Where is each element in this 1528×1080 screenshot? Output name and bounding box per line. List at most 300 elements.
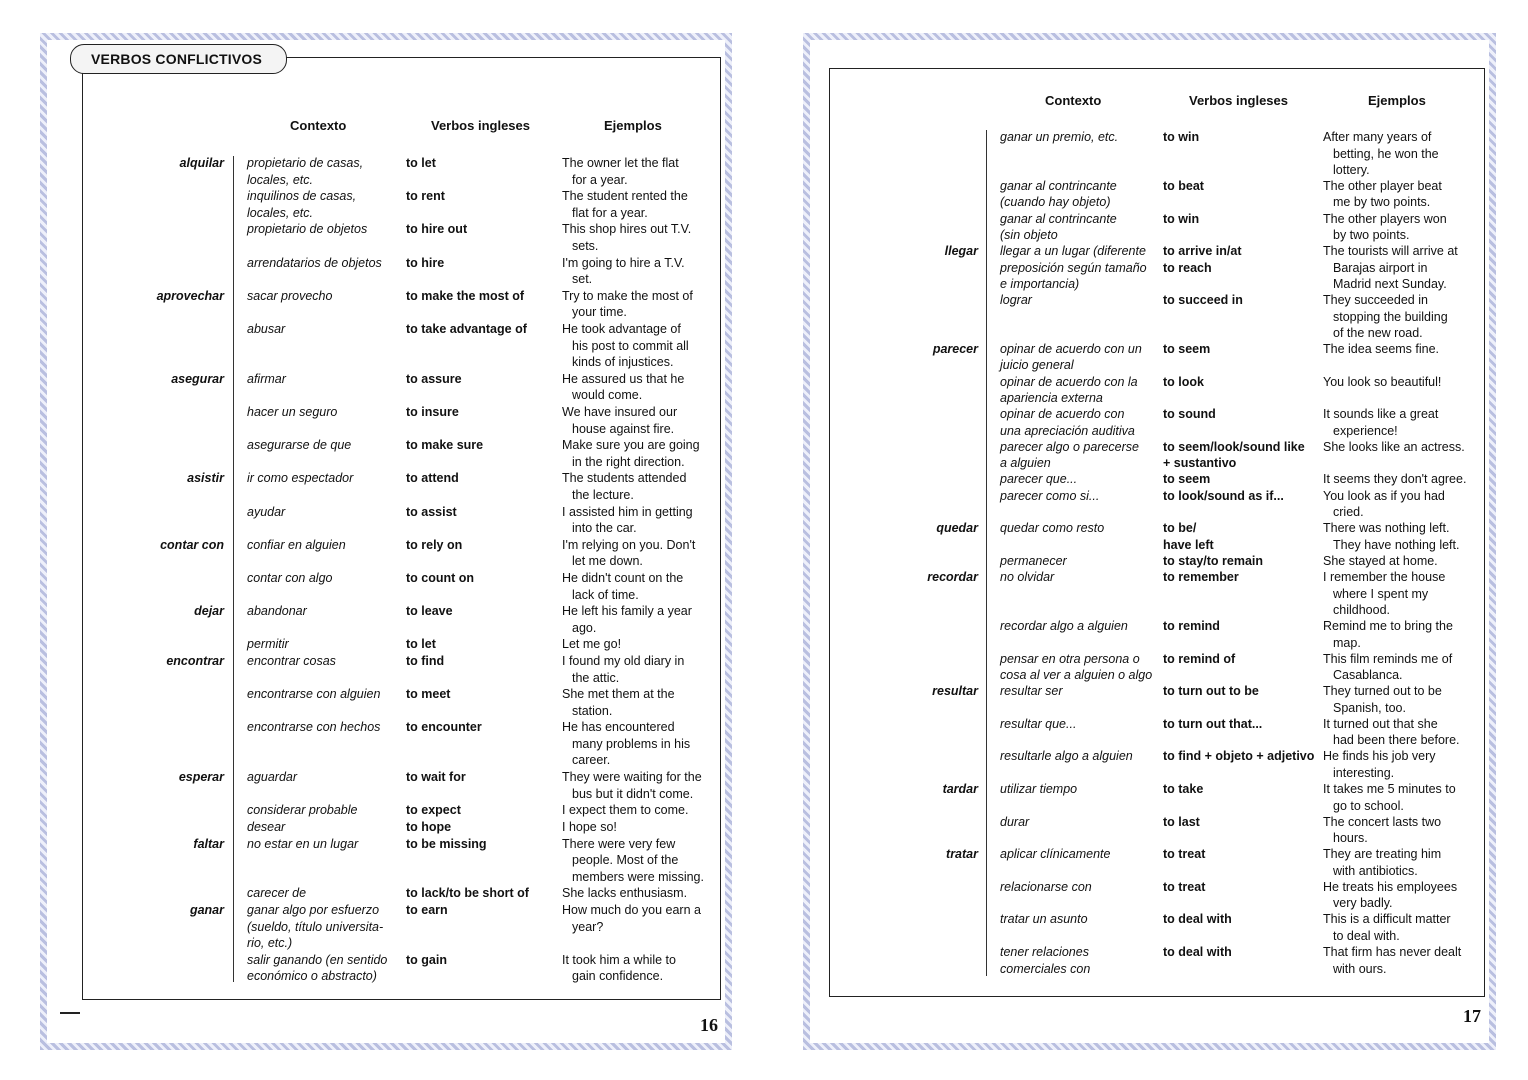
example-cell-line: He has encountered — [562, 720, 675, 735]
example-cell-line: Try to make the most of — [562, 288, 693, 303]
example-cell — [1323, 243, 1483, 293]
context-cell-line: e importancia) — [1000, 277, 1080, 292]
context-cell-line: ganar al contrincante — [1000, 178, 1117, 193]
example-cell-line: Madrid next Sunday. — [1333, 277, 1447, 292]
example-cell — [1323, 748, 1483, 781]
english-verb-cell-line: to hope — [406, 820, 452, 834]
header-verbos-left: Verbos ingleses — [431, 118, 530, 133]
verb-label: resultar — [932, 684, 978, 699]
example-cell-line: This is a difficult matter — [1323, 912, 1451, 927]
english-verb-cell-line: to deal with — [1163, 945, 1232, 959]
example-cell-line: They have nothing left. — [1333, 537, 1460, 552]
context-cell-line: a alguien — [1000, 456, 1051, 471]
example-cell — [1323, 129, 1483, 179]
english-verb-cell-line: to find — [406, 654, 445, 668]
example-cell-line: with antibiotics. — [1333, 863, 1418, 878]
header-ejemplos-right: Ejemplos — [1368, 93, 1426, 108]
context-cell — [1000, 471, 1160, 488]
example-cell-line: The concert lasts two — [1323, 814, 1442, 829]
english-verb-cell-line: to leave — [406, 604, 453, 619]
english-verb-cell — [1163, 618, 1321, 635]
english-verb-cell — [1163, 846, 1321, 863]
example-cell-line: in the right direction. — [572, 454, 685, 469]
english-verb-cell-line: to treat — [1163, 879, 1206, 894]
english-verb-cell-line: to win — [1163, 130, 1200, 144]
english-verb-cell — [1163, 781, 1321, 798]
context-cell-line: comerciales con — [1000, 961, 1091, 976]
english-verb-cell — [1163, 748, 1321, 765]
english-verb-cell-line: to assure — [406, 371, 462, 386]
english-verb-cell-line: to meet — [406, 687, 451, 702]
example-cell-line: year? — [572, 919, 604, 934]
context-cell — [1000, 716, 1160, 733]
example-cell-line: go to school. — [1333, 798, 1404, 813]
context-cell-line: parecer que... — [1000, 472, 1078, 487]
example-cell — [1323, 341, 1483, 358]
english-verb-cell-line: to seem/look/sound like — [1163, 439, 1305, 454]
context-cell-line: locales, etc. — [247, 172, 314, 187]
context-cell-line: no estar en un lugar — [247, 836, 359, 851]
example-cell-line: We have insured our — [562, 405, 678, 419]
english-verb-cell — [1163, 374, 1321, 391]
example-cell-line: people. Most of the — [572, 853, 679, 868]
example-cell-line: interesting. — [1333, 765, 1395, 780]
english-verb-cell — [1163, 471, 1321, 488]
context-cell-line: locales, etc. — [247, 205, 314, 220]
context-cell-line: opinar de acuerdo con — [1000, 407, 1125, 422]
example-cell — [1323, 471, 1483, 488]
english-verb-cell-line: to find + objeto + adjetivo — [1163, 749, 1315, 764]
english-verb-cell — [1163, 716, 1321, 733]
verb-label: quedar — [936, 521, 978, 536]
context-cell-line: opinar de acuerdo con la — [1000, 374, 1138, 389]
example-cell-line: map. — [1333, 635, 1361, 650]
english-verb-cell-line: to insure — [406, 405, 459, 419]
verb-label: parecer — [932, 341, 978, 356]
context-cell-line: propietario de casas, — [247, 156, 364, 170]
example-cell — [1323, 846, 1483, 879]
example-cell-line: stopping the building — [1333, 309, 1448, 324]
context-cell — [1000, 879, 1160, 896]
example-cell-line: He left his family a year — [562, 604, 692, 619]
example-cell-line: You look as if you had — [1323, 488, 1445, 503]
english-verb-cell — [1163, 651, 1321, 668]
example-cell-line: his post to commit all — [572, 338, 689, 353]
context-cell-line: permanecer — [1000, 553, 1067, 568]
english-verb-cell — [1163, 211, 1321, 228]
english-verb-cell-line: to remind of — [1163, 651, 1236, 666]
context-cell-line: ganar al contrincante — [1000, 211, 1117, 226]
context-cell — [1000, 243, 1160, 293]
example-cell-line: Remind me to bring the — [1323, 619, 1453, 633]
example-cell-line: betting, he won the — [1333, 146, 1439, 161]
english-verb-cell — [1163, 553, 1321, 570]
example-cell-line: many problems in his — [572, 736, 691, 751]
example-cell — [1323, 911, 1483, 944]
example-cell-line: The tourists will arrive at — [1323, 244, 1458, 259]
example-cell-line: Let me go! — [562, 637, 622, 652]
context-cell-line: relacionarse con — [1000, 879, 1092, 894]
example-cell-line: Spanish, too. — [1333, 700, 1406, 715]
english-verb-cell — [1163, 129, 1321, 146]
verb-label: recordar — [927, 570, 978, 585]
example-cell-line: with ours. — [1333, 961, 1387, 976]
example-cell — [1323, 178, 1483, 211]
example-cell-line: He assured us that he — [562, 371, 685, 386]
context-cell-line: (cuando hay objeto) — [1000, 195, 1111, 210]
verb-label: dejar — [194, 604, 224, 619]
english-verb-cell-line: to reach — [1163, 260, 1212, 275]
context-cell-line: ir como espectador — [247, 471, 354, 486]
context-cell-line: propietario de objetos — [247, 222, 368, 237]
context-cell-line: resultar ser — [1000, 684, 1063, 699]
english-verb-cell-line: to seem — [1163, 472, 1211, 487]
verb-label: ganar — [189, 903, 224, 917]
english-verb-cell-line: to be/ — [1163, 521, 1197, 536]
example-cell-line: He treats his employees — [1323, 879, 1458, 894]
example-cell-line: He finds his job very — [1323, 749, 1436, 764]
example-cell — [1323, 716, 1483, 749]
example-cell-line: the attic. — [572, 670, 620, 685]
section-title: VERBOS CONFLICTIVOS — [70, 44, 287, 74]
english-verb-cell-line: to beat — [1163, 178, 1204, 193]
context-cell — [1000, 683, 1160, 700]
context-cell-line: llegar a un lugar (diferente — [1000, 244, 1146, 259]
context-cell-line: opinar de acuerdo con un — [1000, 341, 1142, 356]
example-cell-line: kinds of injustices. — [572, 355, 674, 369]
example-cell-line: for a year. — [572, 172, 628, 187]
verb-label: asegurar — [171, 371, 224, 386]
verb-label: asistir — [187, 471, 224, 486]
context-cell — [1000, 292, 1160, 309]
english-verb-cell — [1163, 814, 1321, 831]
context-cell-line: asegurarse de que — [247, 438, 352, 453]
english-verb-cell-line: to assist — [406, 504, 457, 519]
context-cell-line: permitir — [247, 637, 289, 652]
context-cell — [1000, 748, 1160, 765]
example-cell — [1323, 439, 1483, 456]
example-cell-line: This shop hires out T.V. — [562, 222, 692, 237]
context-cell-line: cosa al ver a alguien o algo — [1000, 668, 1153, 683]
example-cell-line: They turned out to be — [1323, 684, 1442, 699]
example-cell-line: by two points. — [1333, 228, 1410, 242]
example-cell-line: your time. — [572, 305, 627, 320]
english-verb-cell — [1163, 944, 1321, 961]
context-cell-line: afirmar — [247, 371, 286, 386]
context-cell-line: resultar que... — [1000, 716, 1077, 731]
example-cell-line: After many years of — [1323, 130, 1432, 144]
english-verb-cell — [1163, 292, 1321, 309]
example-cell — [1323, 814, 1483, 847]
example-cell-line: They were waiting for the — [562, 770, 702, 785]
verb-label: alquilar — [179, 156, 224, 170]
english-verb-cell-line: to take advantage of — [406, 322, 527, 336]
context-cell-line: pensar en otra persona o — [1000, 651, 1140, 666]
english-verb-cell-line: to let — [406, 156, 436, 170]
english-verb-cell-line: to last — [1163, 814, 1200, 829]
context-cell-line: económico o abstracto) — [247, 969, 377, 984]
verb-label: encontrar — [166, 654, 224, 668]
english-verb-cell-line: to remind — [1163, 619, 1220, 633]
example-cell — [1323, 211, 1483, 244]
english-verb-cell-line: to expect — [406, 803, 461, 818]
example-cell — [1323, 488, 1483, 521]
example-cell-line: It sounds like a great — [1323, 407, 1439, 422]
example-cell — [1323, 569, 1483, 619]
context-cell-line: lograr — [1000, 293, 1032, 307]
english-verb-cell-line: to remember — [1163, 570, 1239, 585]
example-cell-line: station. — [572, 703, 613, 718]
example-cell-line: The other player beat — [1323, 178, 1442, 193]
example-cell-line: That firm has never dealt — [1323, 945, 1462, 959]
example-cell-line: flat for a year. — [572, 205, 648, 220]
example-cell-line: She looks like an actress. — [1323, 439, 1465, 454]
context-cell-line: preposición según tamaño — [1000, 260, 1147, 275]
context-cell-line: ayudar — [247, 504, 286, 519]
context-cell-line: (sueldo, título universita- — [247, 919, 384, 934]
english-verb-cell-line: to make the most of — [406, 288, 525, 303]
english-verb-cell-line: to rely on — [406, 537, 463, 552]
english-verb-cell — [1163, 520, 1321, 553]
example-cell-line: Casablanca. — [1333, 668, 1403, 683]
context-cell — [1000, 781, 1160, 798]
context-cell-line: una apreciación auditiva — [1000, 423, 1135, 438]
english-verb-cell-line: to look/sound as if... — [1163, 488, 1284, 503]
example-cell-line: The idea seems fine. — [1323, 341, 1440, 356]
english-verb-cell-line: + sustantivo — [1163, 456, 1237, 471]
example-cell-line: I found my old diary in — [562, 654, 685, 668]
example-cell-line: bus but it didn't come. — [572, 786, 694, 801]
english-verb-cell-line: to attend — [406, 471, 459, 486]
english-verb-cell-line: to hire — [406, 255, 445, 270]
example-cell-line: experience! — [1333, 423, 1398, 438]
verb-label: llegar — [944, 244, 978, 259]
verb-label: contar con — [160, 537, 224, 552]
context-cell-line: carecer de — [247, 886, 307, 901]
english-verb-cell-line: to rent — [406, 189, 445, 204]
example-cell — [1323, 683, 1483, 716]
english-verb-cell — [1163, 488, 1321, 505]
example-cell — [1323, 781, 1483, 814]
context-cell — [1000, 569, 1160, 586]
example-cell-line: hours. — [1333, 831, 1368, 846]
context-cell-line: ganar un premio, etc. — [1000, 130, 1119, 144]
context-cell-line: contar con algo — [247, 571, 333, 585]
page-number-left: 16 — [700, 1015, 718, 1035]
example-cell-line: It takes me 5 minutes to — [1323, 782, 1456, 796]
example-cell-line: It turned out that she — [1323, 716, 1438, 731]
context-cell-line: confiar en alguien — [247, 537, 346, 552]
context-cell-line: parecer algo o parecerse — [1000, 439, 1139, 454]
example-cell-line: The other players won — [1323, 211, 1447, 226]
header-verbos-right: Verbos ingleses — [1189, 93, 1288, 108]
english-verb-cell-line: to count on — [406, 571, 475, 585]
example-cell-line: She stayed at home. — [1323, 553, 1438, 568]
context-cell — [1000, 944, 1160, 977]
example-cell-line: house against fire. — [572, 421, 675, 436]
example-cell-line: had been there before. — [1333, 733, 1460, 748]
example-cell-line: I remember the house — [1323, 570, 1446, 585]
context-cell — [1000, 439, 1160, 472]
example-cell-line: I hope so! — [562, 820, 617, 834]
context-cell-line: encontrarse con alguien — [247, 687, 381, 702]
example-cell-line: Barajas airport in — [1333, 260, 1428, 275]
context-cell — [1000, 374, 1160, 407]
example-cell-line: let me down. — [572, 554, 643, 569]
page-number-right: 17 — [1463, 1006, 1481, 1026]
context-cell — [1000, 129, 1160, 146]
example-cell-line: It seems they don't agree. — [1323, 472, 1467, 487]
english-verb-cell-line: to be missing — [406, 836, 487, 851]
context-cell — [1000, 406, 1160, 439]
context-cell-line: durar — [1000, 814, 1030, 829]
example-cell — [1323, 651, 1483, 684]
english-verb-cell-line: to sound — [1163, 407, 1216, 422]
english-verb-cell-line: to win — [1163, 211, 1200, 226]
english-verb-cell-line: to take — [1163, 782, 1204, 796]
example-cell-line: ago. — [572, 620, 597, 635]
example-cell-line: He didn't count on the — [562, 571, 684, 585]
context-cell-line: juicio general — [1000, 358, 1074, 373]
example-cell — [1323, 520, 1483, 553]
verb-label: tardar — [942, 782, 978, 796]
header-ejemplos-left: Ejemplos — [604, 118, 662, 133]
context-cell — [1000, 341, 1160, 374]
english-verb-cell-line: to seem — [1163, 341, 1211, 356]
english-verb-cell — [1163, 341, 1321, 358]
context-cell-line: encontrarse con hechos — [247, 720, 381, 735]
header-contexto-right: Contexto — [1045, 93, 1102, 108]
example-cell-line: me by two points. — [1333, 195, 1431, 210]
example-cell-line: There was nothing left. — [1323, 521, 1450, 536]
example-cell-line: career. — [572, 753, 611, 768]
example-cell-line: I'm going to hire a T.V. — [562, 255, 685, 270]
example-cell-line: How much do you earn a — [562, 903, 701, 917]
context-cell-line: considerar probable — [247, 803, 358, 818]
verb-label: esperar — [178, 770, 224, 785]
example-cell-line: I'm relying on you. Don't — [562, 537, 696, 552]
english-verb-cell-line: to treat — [1163, 847, 1206, 862]
context-cell-line: tratar un asunto — [1000, 912, 1088, 927]
context-cell-line: arrendatarios de objetos — [247, 255, 382, 270]
context-cell-line: sacar provecho — [247, 288, 333, 303]
english-verb-cell — [1163, 683, 1321, 700]
example-cell-line: The students attended — [562, 471, 687, 486]
context-cell-line: encontrar cosas — [247, 654, 336, 668]
english-verb-cell-line: to let — [406, 637, 436, 652]
example-cell-line: You look so beautiful! — [1323, 374, 1442, 389]
example-cell-line: The owner let the flat — [562, 156, 679, 170]
context-cell — [1000, 488, 1160, 505]
example-cell-line: lack of time. — [572, 587, 639, 602]
english-verb-cell-line: to turn out that... — [1163, 716, 1263, 731]
english-verb-cell — [1163, 911, 1321, 928]
example-cell-line: This film reminds me of — [1323, 651, 1453, 666]
example-cell-line: would come. — [572, 388, 643, 403]
context-cell-line: abusar — [247, 322, 286, 336]
english-verb-cell-line: to make sure — [406, 438, 484, 453]
example-cell-line: lottery. — [1333, 163, 1370, 177]
example-cell — [1323, 292, 1483, 342]
example-cell-line: gain confidence. — [572, 969, 664, 984]
example-cell-line: They are treating him — [1323, 847, 1442, 862]
english-verb-cell-line: to look — [1163, 374, 1204, 389]
header-contexto-left: Contexto — [290, 118, 347, 133]
example-cell-line: There were very few — [562, 836, 676, 851]
context-cell — [1000, 814, 1160, 831]
example-cell-line: very badly. — [1333, 896, 1393, 911]
page-dash — [60, 1012, 80, 1014]
example-cell — [1323, 374, 1483, 391]
example-cell-line: She met them at the — [562, 687, 675, 702]
example-cell-line: the lecture. — [572, 487, 634, 502]
context-cell-line: hacer un seguro — [247, 405, 338, 419]
verb-label: aprovechar — [156, 288, 224, 303]
example-cell-line: I assisted him in getting — [562, 504, 693, 519]
verb-label: tratar — [946, 847, 978, 862]
context-cell-line: no olvidar — [1000, 570, 1055, 585]
context-cell-line: utilizar tiempo — [1000, 782, 1078, 796]
context-cell — [1000, 846, 1160, 863]
context-cell-line: quedar como resto — [1000, 521, 1105, 536]
english-verb-cell-line: have left — [1163, 537, 1214, 552]
example-cell-line: set. — [572, 272, 593, 287]
english-verb-cell-line: to succeed in — [1163, 293, 1243, 307]
context-cell-line: aplicar clínicamente — [1000, 847, 1111, 862]
context-cell-line: desear — [247, 820, 286, 834]
context-cell-line: ganar algo por esfuerzo — [247, 903, 380, 917]
english-verb-cell — [1163, 243, 1321, 276]
context-cell-line: tener relaciones — [1000, 945, 1089, 959]
context-cell-line: rio, etc.) — [247, 936, 293, 950]
example-cell — [1323, 553, 1483, 570]
context-cell — [1000, 553, 1160, 570]
context-cell — [1000, 618, 1160, 635]
example-cell-line: of the new road. — [1333, 326, 1423, 340]
english-verb-cell-line: to stay/to remain — [1163, 553, 1264, 568]
example-cell-line: members were missing. — [572, 869, 704, 884]
verb-label: faltar — [193, 836, 224, 851]
example-cell-line: She lacks enthusiasm. — [562, 886, 688, 901]
example-cell — [1323, 406, 1483, 439]
english-verb-cell-line: to gain — [406, 952, 447, 967]
example-cell-line: He took advantage of — [562, 322, 681, 336]
example-cell-line: They succeeded in — [1323, 293, 1428, 307]
context-cell — [1000, 651, 1160, 684]
context-cell-line: apariencia externa — [1000, 391, 1103, 405]
example-cell-line: sets. — [572, 238, 599, 253]
english-verb-cell-line: to turn out to be — [1163, 684, 1259, 699]
example-cell — [1323, 879, 1483, 912]
example-cell-line: The student rented the — [562, 189, 688, 204]
context-cell-line: parecer como si... — [1000, 488, 1100, 503]
context-cell-line: salir ganando (en sentido — [247, 952, 388, 967]
context-cell-line: aguardar — [247, 770, 298, 785]
english-verb-cell-line: to arrive in/at — [1163, 244, 1242, 259]
english-verb-cell — [1163, 439, 1321, 472]
english-verb-cell-line: to wait for — [406, 770, 466, 785]
example-cell-line: Make sure you are going — [562, 438, 700, 453]
context-cell-line: abandonar — [247, 604, 307, 619]
english-verb-cell-line: to lack/to be short of — [406, 886, 529, 901]
example-cell-line: into the car. — [572, 521, 637, 536]
english-verb-cell — [1163, 879, 1321, 896]
english-verb-cell-line: to deal with — [1163, 912, 1232, 927]
example-cell-line: to deal with. — [1333, 928, 1400, 943]
example-cell — [1323, 618, 1483, 651]
context-cell — [1000, 520, 1160, 537]
english-verb-cell-line: to earn — [406, 903, 448, 917]
